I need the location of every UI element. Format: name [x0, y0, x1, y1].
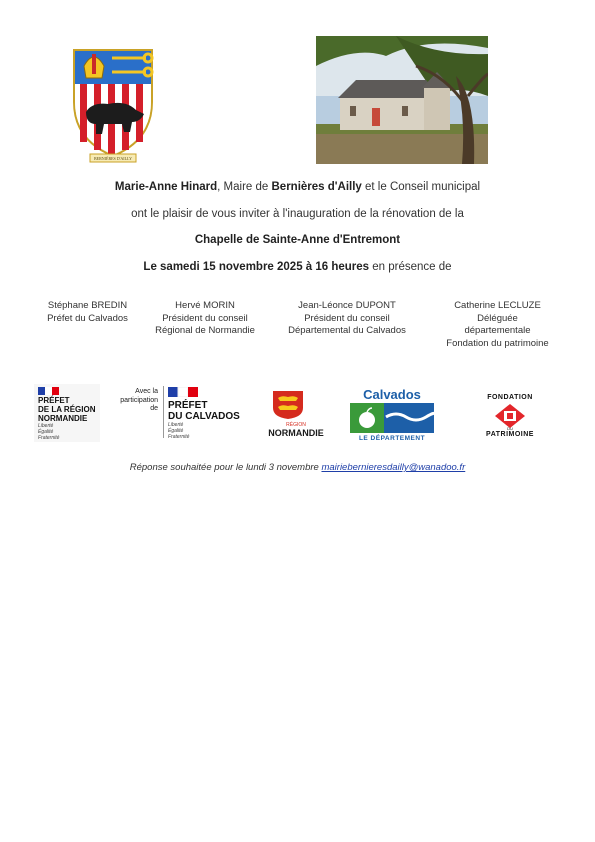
- logo-text: PATRIMOINE: [486, 431, 534, 438]
- guest-title: Régional de Normandie: [155, 325, 255, 336]
- logo-motto: Liberté: [168, 422, 184, 428]
- invite-host-line: [0, 181, 595, 193]
- guest-title: Départemental du Calvados: [288, 325, 406, 336]
- guest-title: Fondation du patrimoine: [446, 337, 549, 349]
- logo-text: Calvados: [363, 387, 421, 402]
- logo-text: RÉGION: [286, 422, 306, 428]
- guest-name: Jean-Léonce DUPONT: [298, 300, 396, 311]
- guest-name: Catherine LECLUZE: [454, 300, 541, 311]
- guest-title: Président du conseil: [162, 312, 248, 324]
- logo-text: NORMANDIE: [38, 414, 88, 423]
- guest-bredin: [30, 300, 145, 325]
- calvados-apple-wave-icon: [350, 403, 434, 433]
- guest-title: Déléguée: [477, 312, 518, 324]
- logo-text: DU: [507, 426, 513, 431]
- logo-text: PRÉFET: [38, 396, 70, 405]
- chapel-name: Chapelle de Sainte-Anne d'Entremont: [194, 234, 401, 246]
- host-role: , Maire de: [217, 181, 272, 193]
- invite-line-2: ont le plaisir de vous inviter à l'inauguration de la rénovation de la: [131, 208, 464, 220]
- logo-intro: participation: [120, 396, 158, 404]
- prefet-region-logo: [34, 384, 100, 442]
- reply-line: [0, 462, 595, 473]
- logo-intro: de: [150, 405, 158, 412]
- calvados-departement-logo: [348, 384, 438, 444]
- logo-motto: Égalité: [168, 428, 184, 434]
- guest-title: Président du conseil: [304, 312, 390, 324]
- logo-text: DE LA RÉGION: [38, 405, 96, 414]
- guest-name: Stéphane BREDIN: [47, 300, 128, 311]
- fondation-patrimoine-logo: [474, 384, 546, 444]
- crest-motto: BERNIÈRES D'AILLY: [94, 156, 132, 161]
- logo-text: DU CALVADOS: [168, 411, 240, 422]
- marianne-flag-icon: [168, 387, 198, 397]
- guest-lecluze: [430, 300, 565, 350]
- logo-text: LE DÉPARTEMENT: [358, 435, 426, 442]
- logo-text: NORMANDIE: [268, 428, 324, 438]
- chapel-photo: [316, 36, 488, 164]
- guest-name: Hervé MORIN: [175, 300, 235, 311]
- guest-title: départementale: [464, 325, 531, 336]
- normandie-leopards-icon: [272, 390, 304, 420]
- logo-motto: Égalité: [38, 429, 54, 435]
- event-date: Le samedi 15 novembre 2025 à 16 heures: [143, 261, 370, 273]
- host-tail: et le Conseil municipal: [361, 181, 481, 193]
- marianne-flag-icon: [38, 387, 60, 395]
- invite-date-line: [0, 261, 595, 273]
- village-name: Bernières d'Ailly: [271, 181, 362, 193]
- logo-intro: Avec la: [135, 388, 158, 395]
- logo-motto: Fraternité: [168, 434, 190, 440]
- host-name: Marie-Anne Hinard: [114, 181, 218, 193]
- reply-text: Réponse souhaitée pour le lundi 3 novembre: [129, 462, 322, 473]
- guest-dupont: [272, 300, 422, 338]
- reply-email-link[interactable]: mairiebernieresdailly@wanadoo.fr: [321, 462, 466, 473]
- guest-morin: [140, 300, 270, 338]
- municipal-crest: [70, 44, 156, 166]
- logo-motto: Fraternité: [38, 435, 60, 441]
- date-tail: en présence de: [369, 261, 452, 273]
- region-normandie-logo: [258, 384, 334, 442]
- logo-text: PRÉFET: [168, 400, 208, 411]
- logo-motto: Liberté: [38, 423, 54, 429]
- prefet-calvados-logo: [108, 384, 250, 442]
- guest-title: Préfet du Calvados: [47, 312, 128, 324]
- logo-text: FONDATION: [487, 394, 533, 401]
